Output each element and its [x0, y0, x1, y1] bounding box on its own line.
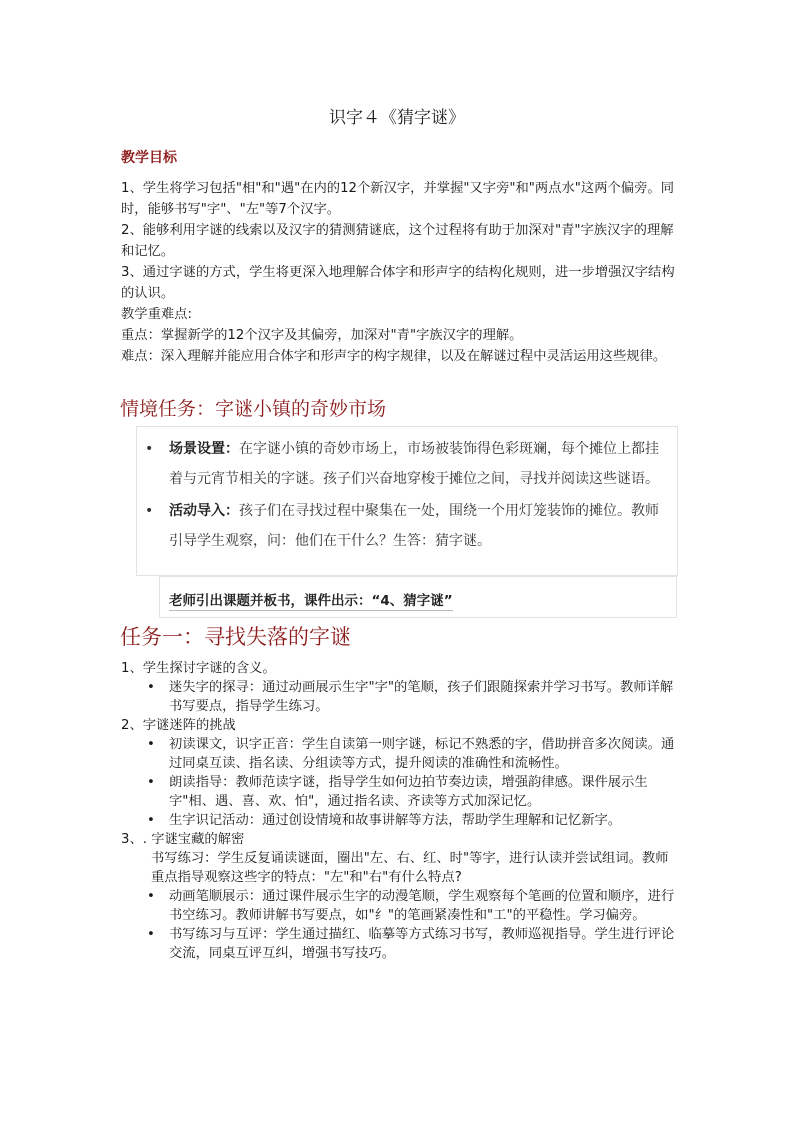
- objectives-heading: 教学目标: [121, 150, 177, 166]
- list-item: • 朗读指导：教师范读字谜，指导学生如何边拍节奏边读，增强韵律感。课件展示生字"相、遇、喜、欢、怕"，通过指名读、齐读等方式加深记忆。: [147, 775, 648, 809]
- scene-list: [145, 434, 670, 558]
- scene-item: [145, 496, 670, 556]
- scene-item-text: 在字谜小镇的奇妙市场上，市场被装饰得色彩斑斓，每个摊位上都挂着与元宵节相关的字谜。孩子们兴奋地穿梭于摊位之间，寻找并阅读这些谜语。: [169, 441, 659, 487]
- key-point: 重点：掌握新学的12个汉字及其偏旁，加深对"青"字族汉字的理解。: [121, 328, 523, 343]
- objectives-body: [121, 178, 681, 367]
- list-item: • 初读课文，识字正音：学生自读第一则字谜，标记不熟悉的字，借助拼音多次阅读。通过同桌互读、指名读、分组读等方式，提升阅读的准确性和流畅性。: [147, 737, 675, 771]
- difficulty-heading: 教学重难点:: [121, 307, 192, 322]
- difficult-point: 难点：深入理解并能应用合体字和形声字的构字规律，以及在解谜过程中灵活运用这些规律。: [121, 349, 667, 364]
- list-item: • 生字识记活动：通过创设情境和故事讲解等方法，帮助学生理解和记忆新字。: [147, 813, 622, 828]
- list-item: • 迷失字的探寻：通过动画展示生字"字"的笔顺，孩子们跟随探索并学习书写。教师详解书写要点，指导学生练习。: [147, 680, 674, 714]
- objective-item: 1、学生将学习包括"相"和"遇"在内的12个新汉字，并掌握"又字旁"和"两点水"这两个偏旁。同时，能够书写"字"、"左"等7个汉字。: [121, 181, 674, 217]
- bullet-icon: •: [147, 680, 155, 695]
- list-item: • 动画笔顺展示：通过课件展示生字的动漫笔顺，学生观察每个笔画的位置和顺序，进行书空练习。教师讲解书写要点，如"纟"的笔画紧凑性和"工"的平稳性。学习偏旁。: [147, 889, 675, 923]
- bullet-icon: •: [145, 441, 154, 457]
- bullet-icon: •: [147, 889, 155, 904]
- bullet-icon: •: [145, 503, 154, 519]
- objective-item: 2、能够利用字谜的线索以及汉字的猜测猜谜底，这个过程将有助于加深对"青"字族汉字的理解和记忆。: [121, 223, 674, 259]
- list-item: • 书写练习与互评：学生通过描红、临摹等方式练习书写，教师巡视指导。学生进行评论交流，同桌互评互纠，增强书写技巧。: [147, 927, 675, 961]
- bullet-icon: •: [147, 927, 155, 942]
- scene-item-label: 活动导入：: [169, 503, 239, 519]
- task1-body: [121, 659, 681, 963]
- scene-item: [145, 434, 670, 494]
- task1-heading: 任务一：寻找失落的字谜: [120, 625, 351, 649]
- paragraph: 书写练习：学生反复诵读谜面，圈出"左、右、红、时"等字，进行认读并尝试组词。教师重点指导观察这些字的特点："左"和"右"有什么特点?: [151, 851, 669, 885]
- document-title: 识字４《猜字谜》: [329, 108, 465, 128]
- section-title: 3、. 字谜宝藏的解密: [121, 832, 245, 847]
- scene-item-text: 孩子们在寻找过程中聚集在一处，围绕一个用灯笼装饰的摊位。教师引导学生观察，问：他们在干什么？生答：猜字谜。: [169, 503, 659, 549]
- bullet-icon: •: [147, 775, 155, 790]
- lead-text: 老师引出课题并板书，课件出示：“4、猜字谜”: [169, 589, 453, 611]
- bullet-icon: •: [147, 737, 155, 752]
- scene-item-label: 场景设置：: [169, 441, 239, 457]
- bullet-icon: •: [147, 813, 155, 828]
- section-title: 2、字谜迷阵的挑战: [121, 718, 236, 733]
- scene-task-heading: 情境任务：字谜小镇的奇妙市场: [120, 398, 387, 420]
- objective-item: 3、通过字谜的方式，学生将更深入地理解合体字和形声字的结构化规则，进一步增强汉字结构的认识。: [121, 265, 675, 301]
- section-title: 1、学生探讨字谜的含义。: [121, 661, 276, 676]
